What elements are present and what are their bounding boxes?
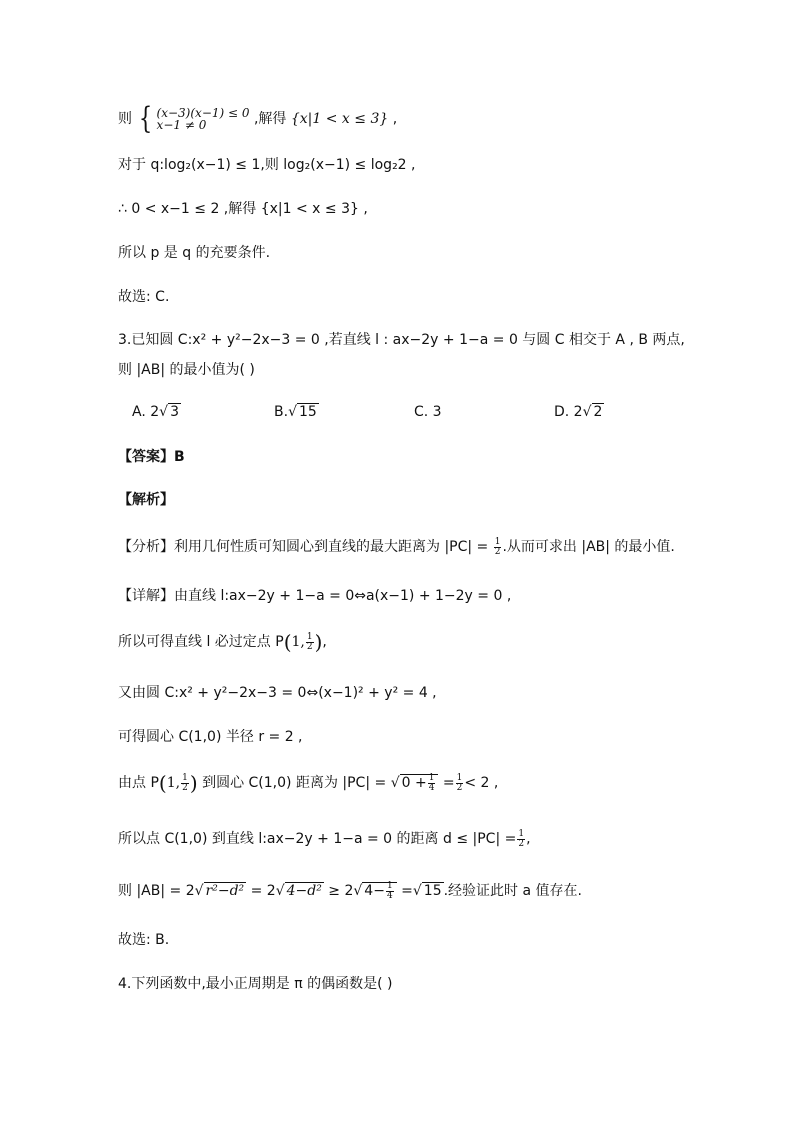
answer-label: 【答案】B	[118, 449, 185, 465]
option-d: D. 2√ 2	[554, 404, 603, 420]
question-3-stem: 3.已知圆 C:x² + y²−2x−3 = 0 ,若直线 l : ax−2y + 1−a = 0 与圆 C 相交于 A , B 两点,	[118, 332, 685, 348]
analysis-summary: 【分析】利用几何性质可知圆心到直线的最大距离为 |PC| = $\frac{1}{2}$ .从而可求出 |AB| 的最小值.	[118, 536, 675, 557]
fraction: $\frac{1}{2}$	[456, 772, 463, 793]
option-a: A. 2√ 3	[132, 404, 179, 420]
detail-line-1: 【详解】由直线 l:ax−2y + 1−a = 0⇔a(x−1) + 1−2y = 0 ,	[118, 588, 512, 604]
sqrt-symbol: √ 4−d²	[275, 883, 322, 899]
line-system: 则 { (x−3)(x−1) ≤ 0 x−1 ≠ 0 ,解得 {x|1 < x ≤ 3} ,	[118, 101, 398, 136]
line-distance-bound: 所以点 C(1,0) 到直线 l:ax−2y + 1−a = 0 的距离 d ≤ |PC| = $\frac{1}{2}$ ,	[118, 828, 531, 849]
line-choose-b: 故选: B.	[118, 932, 170, 948]
sqrt-symbol: √ 2	[582, 404, 603, 420]
sqrt-symbol: √ 4− $\frac{1}{4}$	[353, 881, 396, 901]
question-3-ask: 则 |AB| 的最小值为( )	[118, 362, 255, 378]
sqrt-symbol: √ 15	[412, 883, 442, 899]
fixed-point-line: 所以可得直线 l 必过定点 P(1, $\frac{1}{2}$ ),	[118, 630, 327, 654]
line-conclusion: 所以 p 是 q 的充要条件.	[118, 245, 271, 261]
line-choose-c: 故选: C.	[118, 289, 170, 305]
fraction: $\frac{1}{2}$	[182, 772, 188, 793]
chord-length-line: 则 |AB| = 2√ r²−d² = 2√ 4−d² ≥ 2√ 4− $\frac{1}{4}$ =√ 15 .经验证此时 a 值存在.	[118, 880, 582, 901]
option-b: B.√ 15	[274, 404, 317, 420]
fraction: $\frac{1}{2}$	[494, 536, 501, 557]
sqrt-symbol: √ 15	[288, 404, 317, 420]
fraction: $\frac{1}{4}$	[386, 880, 393, 901]
equation-system: { (x−3)(x−1) ≤ 0 x−1 ≠ 0	[139, 101, 250, 136]
distance-line: 由点 P(1, $\frac{1}{2}$ ) 到圆心 C(1,0) 距离为 |PC| = √ 0 + $\frac{1}{4}$ = $\frac{1}{2}$ < 2 ,	[118, 771, 499, 795]
fraction: $\frac{1}{2}$	[518, 828, 525, 849]
fraction: $\frac{1}{2}$	[306, 631, 313, 652]
fraction: $\frac{1}{4}$	[428, 772, 435, 793]
sqrt-symbol: √ 0 + $\frac{1}{4}$	[391, 773, 439, 793]
analysis-label: 【解析】	[118, 492, 174, 508]
option-c: C. 3	[414, 404, 442, 420]
sqrt-symbol: √ 3	[159, 404, 179, 420]
line-q-condition: 对于 q:log₂(x−1) ≤ 1,则 log₂(x−1) ≤ log₂2 ,	[118, 157, 416, 173]
center-radius-line: 可得圆心 C(1,0) 半径 r = 2 ,	[118, 729, 303, 745]
sqrt-symbol: √ r²−d²	[194, 883, 245, 899]
line-solve: ∴ 0 < x−1 ≤ 2 ,解得 {x|1 < x ≤ 3} ,	[118, 201, 368, 217]
circle-equation-line: 又由圆 C:x² + y²−2x−3 = 0⇔(x−1)² + y² = 4 ,	[118, 685, 437, 701]
brace-glyph: {	[139, 101, 153, 136]
question-4-stem: 4.下列函数中,最小正周期是 π 的偶函数是( )	[118, 976, 393, 992]
question-3-options	[118, 402, 734, 424]
